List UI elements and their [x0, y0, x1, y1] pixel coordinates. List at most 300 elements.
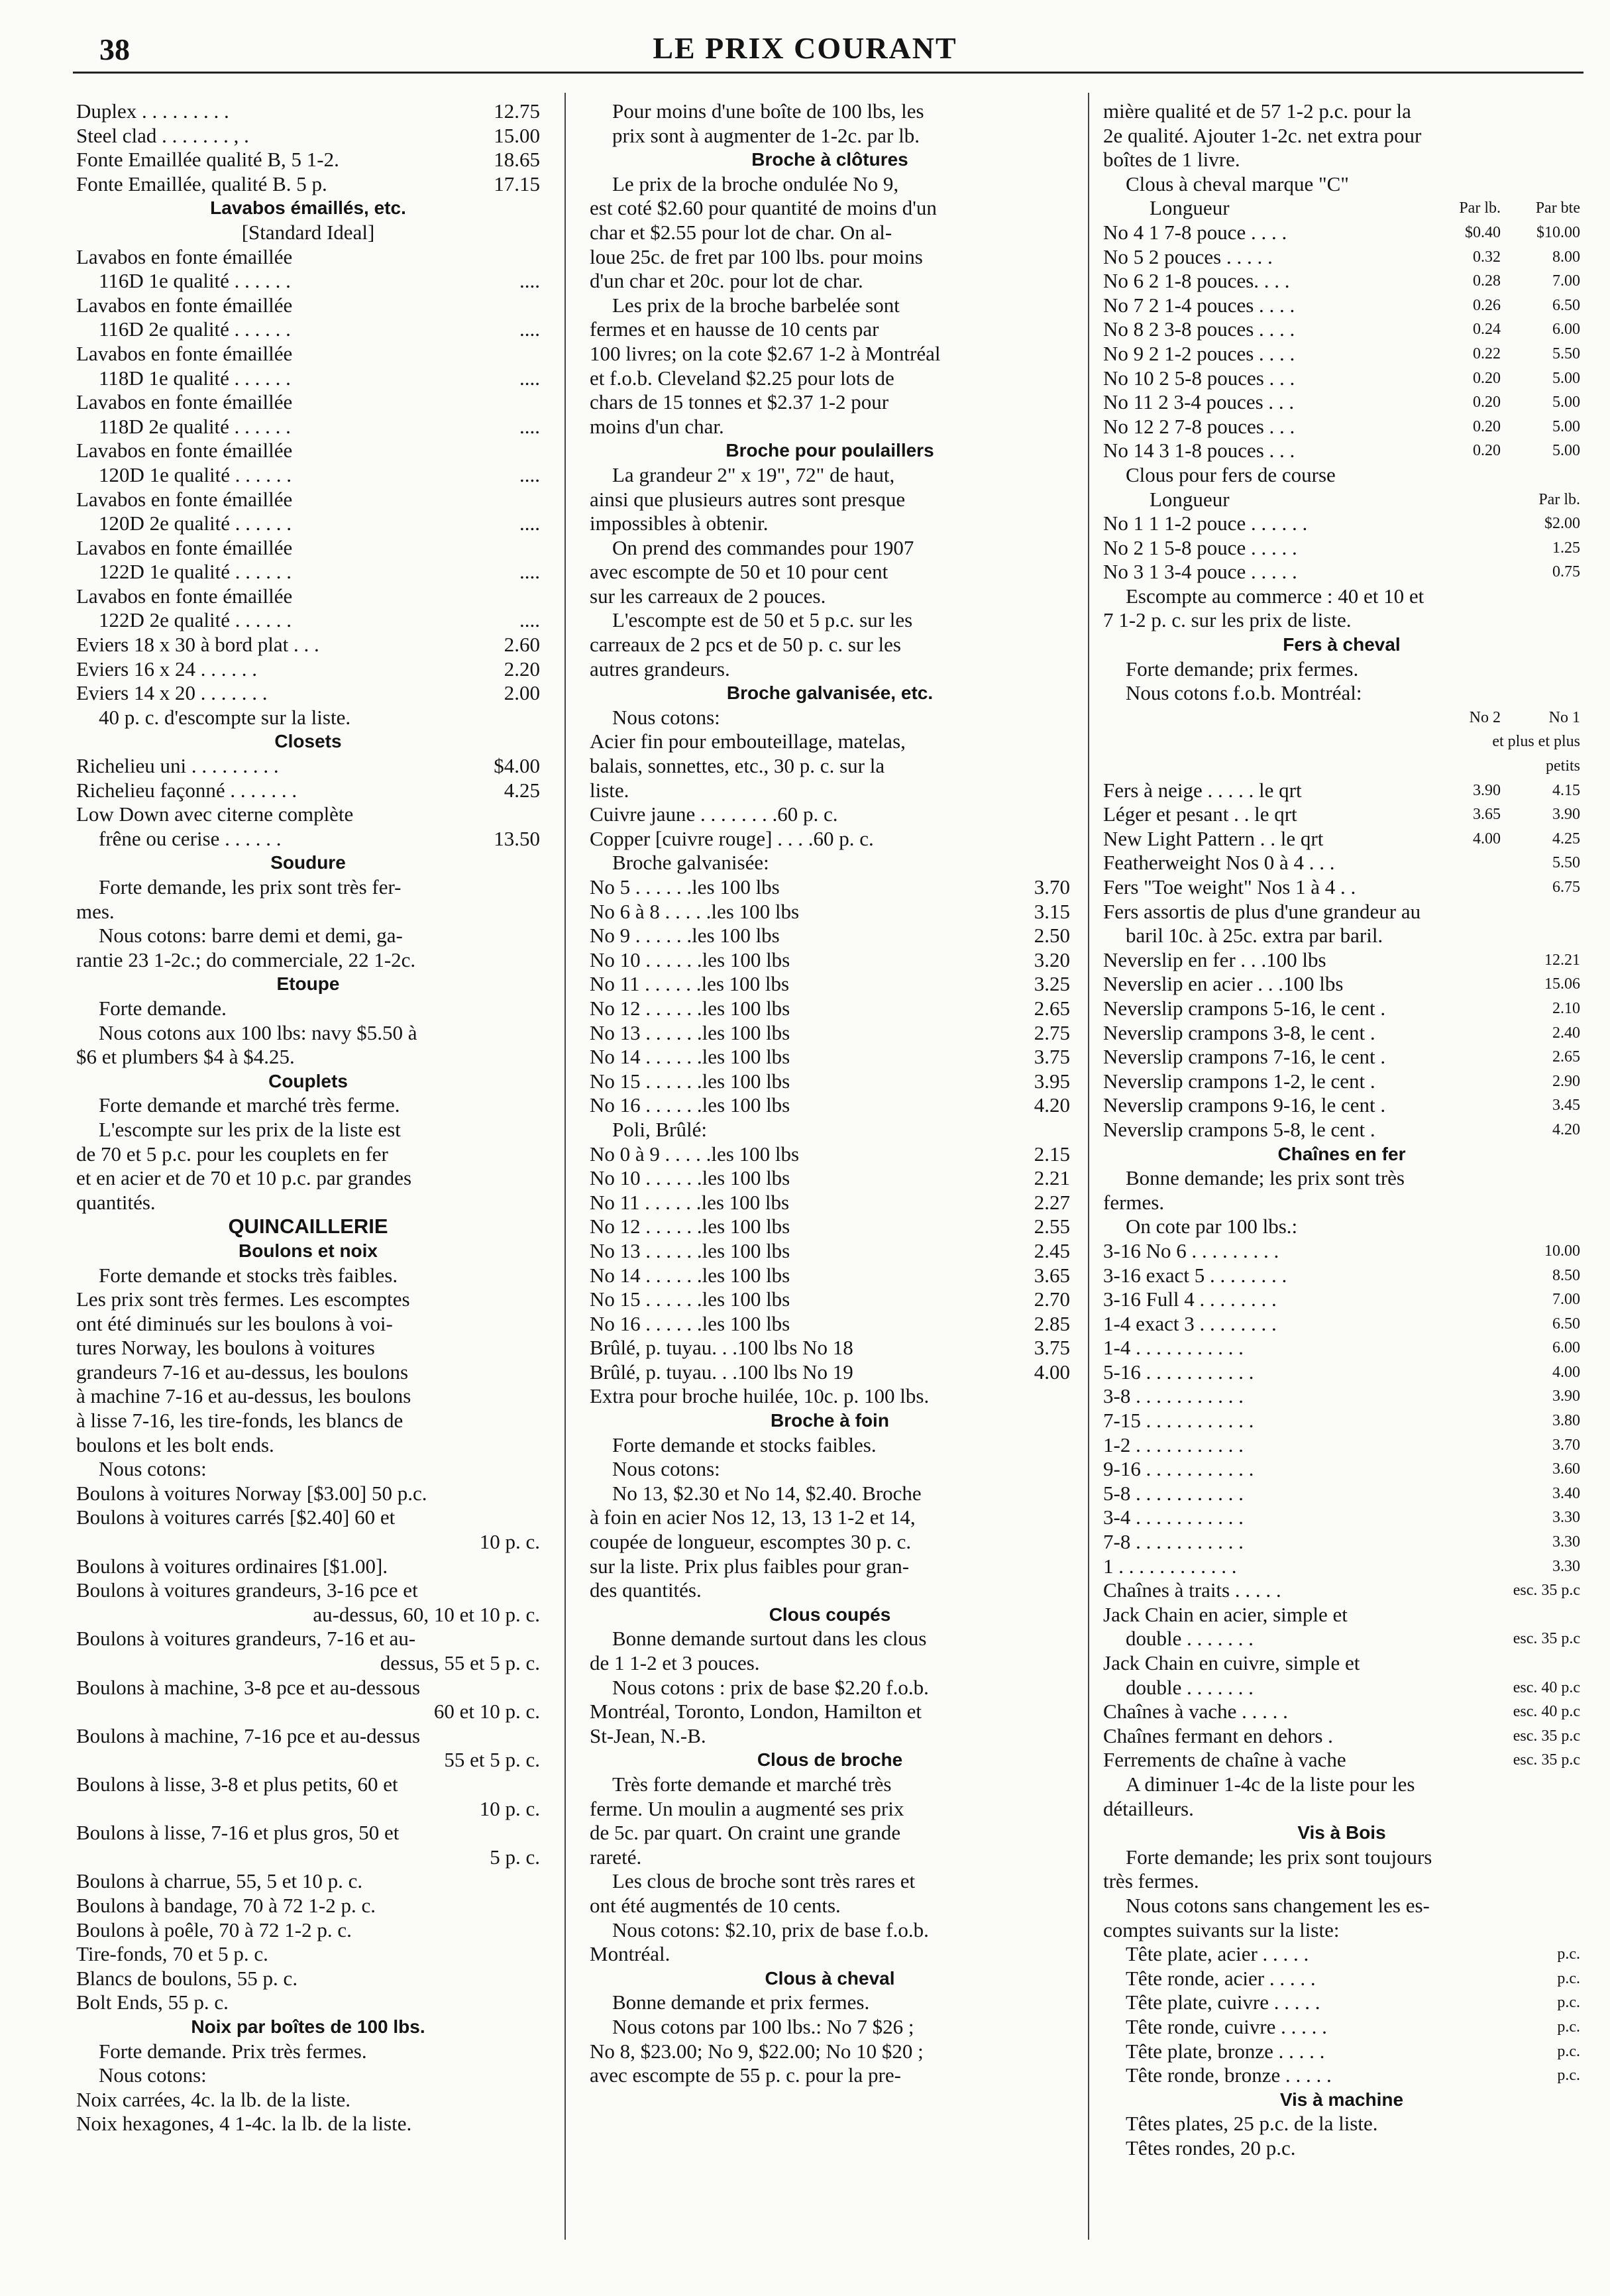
line-text: Forte demande. Prix très fermes.	[99, 2039, 367, 2063]
price-value: 2.21	[1034, 1166, 1070, 1190]
text-line-indented	[76, 317, 540, 342]
line-text: sur les carreaux de 2 pouces.	[590, 584, 826, 608]
text-line	[76, 1505, 540, 1530]
text-line	[590, 1942, 1070, 1967]
text-line-indented	[590, 851, 1070, 875]
price-value: 12.21	[1544, 951, 1580, 969]
text-line	[76, 1773, 540, 1797]
line-text: Boulons à lisse, 7-16 et plus gros, 50 et	[76, 1821, 400, 1845]
text-line-indented	[1103, 172, 1580, 197]
price-value: 6.00	[1552, 321, 1580, 339]
price-row	[590, 1142, 1070, 1167]
section-heading	[76, 1239, 540, 1264]
line-text: Poli, Brûlé:	[612, 1117, 707, 1141]
line-text: Tête plate, bronze . . . . .	[1126, 2039, 1325, 2063]
price-row	[76, 779, 540, 803]
text-line-indented	[1103, 463, 1580, 488]
price-value: 3.65	[1034, 1263, 1070, 1287]
text-line	[76, 1360, 540, 1385]
line-text: Lavabos en fonte émaillée	[76, 390, 293, 414]
price-value: 2.40	[1552, 1024, 1580, 1042]
line-text: Bonne demande surtout dans les clous	[612, 1627, 927, 1651]
price-value: 3.80	[1552, 1412, 1580, 1430]
price-row	[1103, 560, 1580, 584]
line-text: Chaînes fermant en dehors .	[1103, 1723, 1333, 1747]
line-text: No 8 2 3-8 pouces . . . .	[1103, 317, 1295, 341]
text-line-indented	[1103, 1845, 1580, 1870]
line-text: Chaînes à traits . . . . .	[1103, 1578, 1281, 1602]
line-text: à foin en acier Nos 12, 13, 13 1-2 et 14,	[590, 1505, 916, 1529]
line-text: Lavabos en fonte émaillée	[76, 341, 293, 365]
line-text: Têtes rondes, 20 p.c.	[1126, 2136, 1296, 2159]
price-value: 2.15	[1034, 1142, 1070, 1166]
text-line	[590, 1797, 1070, 1822]
price-row	[1103, 997, 1580, 1021]
line-text: No 1 1 1-2 pouce . . . . . .	[1103, 512, 1308, 535]
text-line	[590, 827, 1070, 851]
text-line	[76, 1821, 540, 1845]
text-line-indented	[590, 1627, 1070, 1651]
price-value: 3.45	[1552, 1097, 1580, 1115]
line-text: No 12 . . . . . .les 100 lbs	[590, 1215, 790, 1238]
text-line-indented	[1103, 657, 1580, 682]
line-text: quantités.	[76, 1190, 156, 1214]
line-text: liste.	[590, 778, 629, 802]
text-line-continued	[76, 1530, 540, 1555]
text-line-indented	[76, 2063, 540, 2088]
price-value: ....	[519, 414, 540, 438]
line-text: et en acier et de 70 et 10 p.c. par grandes	[76, 1166, 412, 1190]
section-heading	[76, 196, 540, 221]
price-row	[1103, 1384, 1580, 1409]
line-text: Jack Chain en cuivre, simple et	[1103, 1651, 1360, 1674]
price-row	[1103, 294, 1580, 318]
price-row	[76, 681, 540, 706]
price-value-secondary: 0.22	[1473, 345, 1501, 362]
line-text: à machine 7-16 et au-dessus, les boulons	[76, 1384, 411, 1408]
price-row	[1103, 1360, 1580, 1385]
price-value: Par bte	[1535, 199, 1580, 217]
text-line-indented	[76, 997, 540, 1021]
price-value: petits	[1546, 757, 1580, 775]
text-line	[76, 2088, 540, 2112]
price-row	[1103, 269, 1580, 294]
line-text: Broche à clôtures	[751, 149, 908, 170]
price-row	[590, 1021, 1070, 1046]
price-row	[1103, 342, 1580, 366]
text-line	[590, 415, 1070, 439]
line-text: de 5c. par quart. On craint une grande	[590, 1821, 901, 1845]
price-row	[1103, 1239, 1580, 1264]
price-value-secondary: 3.65	[1473, 806, 1501, 824]
line-text: Nous cotons: barre demi et demi, ga-	[99, 924, 403, 948]
text-line-indented	[76, 875, 540, 900]
line-text: Nous cotons:	[612, 705, 720, 729]
text-line-indented	[590, 1869, 1070, 1894]
line-text: No 10 . . . . . .les 100 lbs	[590, 1166, 790, 1190]
text-line	[590, 584, 1070, 609]
section-heading	[1103, 1142, 1580, 1167]
section-heading	[76, 730, 540, 754]
line-text: 2e qualité. Ajouter 1-2c. net extra pour	[1103, 123, 1422, 147]
line-text: Couplets	[268, 1070, 348, 1091]
text-line-continued	[76, 1748, 540, 1773]
price-value: No 1	[1548, 708, 1580, 726]
line-text: Nous cotons sans changement les es-	[1126, 1893, 1430, 1917]
line-text: baril 10c. à 25c. extra par baril.	[1126, 924, 1383, 948]
text-line	[1103, 1797, 1580, 1822]
text-line-indented	[1103, 1894, 1580, 1918]
text-line	[590, 1530, 1070, 1555]
line-text: rantie 23 1-2c.; do commerciale, 22 1-2c.	[76, 948, 416, 971]
line-text: 3-16 Full 4 . . . . . . . .	[1103, 1287, 1277, 1311]
text-line-indented	[1103, 1627, 1580, 1651]
line-text: Neverslip en fer . . .100 lbs	[1103, 948, 1326, 971]
line-text: 9-16 . . . . . . . . . . .	[1103, 1457, 1254, 1481]
line-text: Fers assortis de plus d'une grandeur au	[1103, 899, 1421, 923]
line-text: avec escompte de 55 p. c. pour la pre-	[590, 2063, 901, 2087]
line-text: 118D 2e qualité . . . . . .	[99, 414, 291, 438]
table-header	[1103, 488, 1580, 512]
line-text: No 10 . . . . . .les 100 lbs	[590, 948, 790, 971]
price-value: 2.85	[1034, 1311, 1070, 1335]
line-text: Soudure	[270, 852, 346, 873]
text-line	[1103, 124, 1580, 148]
text-line	[76, 1142, 540, 1167]
line-text: No 12 . . . . . .les 100 lbs	[590, 996, 790, 1020]
line-text: Boulons à machine, 7-16 pce et au-dessus	[76, 1723, 421, 1747]
line-text: Richelieu façonné . . . . . . .	[76, 778, 297, 802]
line-text: No 11 . . . . . .les 100 lbs	[590, 972, 790, 996]
line-text: Tête plate, acier . . . . .	[1126, 1942, 1309, 1966]
line-text: No 16 . . . . . .les 100 lbs	[590, 1093, 790, 1117]
line-text: Boulons à machine, 3-8 pce et au-dessous	[76, 1675, 421, 1699]
price-value: $2.00	[1544, 515, 1580, 533]
line-text: de 70 et 5 p.c. pour les couplets en fer	[76, 1142, 388, 1166]
line-text: Noix carrées, 4c. la lb. de la liste.	[76, 2087, 351, 2111]
price-value: 2.75	[1034, 1020, 1070, 1044]
text-line	[590, 802, 1070, 827]
price-value: 2.70	[1034, 1287, 1070, 1311]
text-line	[590, 1578, 1070, 1603]
price-row	[1103, 1045, 1580, 1069]
line-text: Fonte Emaillée, qualité B. 5 p.	[76, 172, 327, 195]
text-line	[1103, 1603, 1580, 1627]
price-value-secondary: No 2	[1469, 708, 1501, 726]
line-text: L'escompte sur les prix de la liste est	[99, 1117, 401, 1141]
line-text: balais, sonnettes, etc., 30 p. c. sur la	[590, 754, 885, 778]
text-line	[76, 900, 540, 924]
text-line-indented	[76, 706, 540, 730]
line-text: 5 p. c.	[490, 1845, 540, 1869]
text-line	[590, 366, 1070, 391]
text-line	[76, 1991, 540, 2015]
price-row	[590, 1239, 1070, 1264]
text-line-indented	[76, 1021, 540, 1046]
line-text: dessus, 55 et 5 p. c.	[380, 1651, 540, 1674]
line-text: Clous à cheval marque "C"	[1126, 172, 1349, 195]
text-line	[590, 560, 1070, 584]
price-row	[1103, 512, 1580, 536]
line-text: Broche galvanisée:	[612, 851, 769, 875]
line-text: 3-8 . . . . . . . . . . .	[1103, 1384, 1244, 1408]
line-text: Bonne demande et prix fermes.	[612, 1991, 870, 2014]
text-line-indented	[76, 924, 540, 948]
line-text: des quantités.	[590, 1578, 702, 1602]
line-text: 122D 2e qualité . . . . . .	[99, 608, 292, 632]
price-row	[1103, 1530, 1580, 1555]
line-text: tures Norway, les boulons à voitures	[76, 1336, 375, 1360]
price-row	[1103, 221, 1580, 245]
price-value: 3.15	[1034, 899, 1070, 923]
text-line-indented	[1103, 2040, 1580, 2064]
text-line-indented	[590, 124, 1070, 148]
price-value-secondary: 0.20	[1473, 417, 1501, 435]
line-text: Broche à foin	[771, 1410, 889, 1431]
price-row	[1103, 1748, 1580, 1773]
text-line	[76, 1967, 540, 1991]
price-value: esc. 35 p.c	[1513, 1582, 1580, 1600]
line-text: Nous cotons par 100 lbs.: No 7 $26 ;	[612, 2014, 914, 2038]
text-line	[590, 1700, 1070, 1724]
text-line	[76, 1433, 540, 1458]
line-text: No 13 . . . . . .les 100 lbs	[590, 1238, 790, 1262]
price-row	[1103, 1505, 1580, 1530]
line-text: Léger et pesant . . le qrt	[1103, 802, 1297, 826]
line-text: Fers "Toe weight" Nos 1 à 4 . .	[1103, 875, 1356, 899]
line-text: mière qualité et de 57 1-2 p.c. pour la	[1103, 99, 1411, 123]
price-row	[1103, 1287, 1580, 1312]
line-text: Clous coupés	[769, 1604, 891, 1625]
text-line	[1103, 99, 1580, 124]
price-value: 2.20	[504, 657, 540, 681]
line-text: Nous cotons: $2.10, prix de base f.o.b.	[612, 1918, 929, 1941]
line-text: ainsi que plusieurs autres sont presque	[590, 487, 906, 511]
line-text: Eviers 18 x 30 à bord plat . . .	[76, 633, 319, 657]
line-text: avec escompte de 50 et 10 pour cent	[590, 560, 888, 584]
line-text: Montréal, Toronto, London, Hamilton et	[590, 1700, 922, 1723]
line-text: très fermes.	[1103, 1869, 1199, 1893]
line-text: Les clous de broche sont très rares et	[612, 1869, 916, 1893]
line-text: 120D 2e qualité . . . . . .	[99, 512, 292, 535]
price-value-secondary: 0.32	[1473, 248, 1501, 266]
text-line-indented	[76, 827, 540, 851]
price-row	[1103, 851, 1580, 875]
line-text: No 8, $23.00; No 9, $22.00; No 10 $20 ;	[590, 2039, 924, 2063]
price-value: 6.50	[1552, 1315, 1580, 1333]
text-line-indented	[76, 415, 540, 439]
line-text: double . . . . . . .	[1126, 1675, 1254, 1699]
price-row	[1103, 1093, 1580, 1118]
text-line-indented	[590, 536, 1070, 561]
price-value: 6.75	[1552, 879, 1580, 896]
line-text: Tête ronde, cuivre . . . . .	[1126, 2014, 1327, 2038]
line-text: double . . . . . . .	[1126, 1627, 1254, 1651]
running-title: LE PRIX COURANT	[653, 31, 957, 65]
price-value: 5.00	[1552, 417, 1580, 435]
text-line	[590, 269, 1070, 294]
line-text: char et $2.55 pour lot de char. On al-	[590, 220, 892, 244]
text-line-indented	[590, 1991, 1070, 2015]
line-text: Lavabos en fonte émaillée	[76, 439, 293, 463]
price-row	[1103, 1312, 1580, 1337]
text-line-indented	[76, 366, 540, 391]
line-text: Broche pour poulaillers	[725, 440, 934, 461]
price-row	[1103, 317, 1580, 342]
text-line	[1103, 1191, 1580, 1215]
line-text: Neverslip crampons 1-2, le cent .	[1103, 1069, 1375, 1093]
text-line	[76, 1482, 540, 1506]
line-text: Duplex . . . . . . . . .	[76, 99, 229, 123]
line-text: Tête ronde, bronze . . . . .	[1126, 2063, 1332, 2087]
text-line-indented	[1103, 1967, 1580, 1991]
line-text: Très forte demande et marché très	[612, 1772, 892, 1796]
price-value-secondary: 3.90	[1473, 781, 1501, 799]
section-heading	[590, 1603, 1070, 1627]
line-text: Neverslip crampons 5-16, le cent .	[1103, 996, 1386, 1020]
text-line	[76, 1045, 540, 1069]
price-row	[590, 875, 1070, 900]
section-heading	[76, 2015, 540, 2040]
text-line	[590, 779, 1070, 803]
line-text: No 12 2 7-8 pouces . . .	[1103, 414, 1295, 438]
section-heading	[1103, 2088, 1580, 2112]
line-text: Nous cotons:	[99, 1457, 207, 1481]
text-line	[76, 1384, 540, 1409]
line-text: Neverslip crampons 9-16, le cent .	[1103, 1093, 1386, 1117]
line-text: Escompte au commerce : 40 et 10 et	[1126, 584, 1424, 608]
line-text: Lavabos en fonte émaillée	[76, 245, 293, 268]
line-text: 5-8 . . . . . . . . . . .	[1103, 1481, 1244, 1505]
price-value: 8.50	[1552, 1266, 1580, 1284]
text-line	[590, 754, 1070, 779]
line-text: 116D 1e qualité . . . . . .	[99, 269, 291, 293]
price-value: ....	[519, 608, 540, 632]
text-line-indented	[1103, 681, 1580, 706]
line-text: L'escompte est de 50 et 5 p.c. sur les	[612, 608, 913, 632]
line-text: 1-4 . . . . . . . . . . .	[1103, 1336, 1244, 1360]
text-line-continued	[76, 1603, 540, 1627]
price-value: $4.00	[494, 754, 540, 778]
section-heading	[76, 851, 540, 875]
price-value: 4.25	[1552, 830, 1580, 847]
price-value: ....	[519, 560, 540, 584]
price-row	[590, 1215, 1070, 1239]
table-header	[1103, 196, 1580, 221]
line-text: comptes suivants sur la liste:	[1103, 1918, 1340, 1941]
line-text: Forte demande; les prix sont toujours	[1126, 1845, 1432, 1869]
text-line-indented	[1103, 924, 1580, 948]
price-value-secondary: 0.20	[1473, 369, 1501, 387]
line-text: Boulons à charrue, 55, 5 et 10 p. c.	[76, 1869, 363, 1893]
price-value-secondary: 0.24	[1473, 321, 1501, 339]
line-text: Boulons à voitures grandeurs, 7-16 et au-	[76, 1627, 416, 1651]
text-line	[76, 1578, 540, 1603]
line-text: Etoupe	[276, 973, 340, 995]
line-text: Fers à neige . . . . . le qrt	[1103, 778, 1302, 802]
text-line	[590, 196, 1070, 221]
price-value: 2.60	[504, 633, 540, 657]
line-text: No 14 . . . . . .les 100 lbs	[590, 1045, 790, 1069]
price-value: 7.00	[1552, 272, 1580, 290]
text-line	[590, 1384, 1070, 1409]
line-text: 60 et 10 p. c.	[433, 1700, 540, 1723]
text-line-continued	[76, 1651, 540, 1676]
line-text: Forte demande et stocks très faibles.	[99, 1263, 398, 1287]
line-text: 3-4 . . . . . . . . . . .	[1103, 1505, 1244, 1529]
line-text: fermes et en hausse de 10 cents par	[590, 317, 879, 341]
price-row	[1103, 1578, 1580, 1603]
text-line	[1103, 1918, 1580, 1943]
price-value: 18.65	[494, 148, 540, 172]
text-line	[76, 1555, 540, 1579]
text-line	[1103, 148, 1580, 172]
line-text: Forte demande et stocks faibles.	[612, 1433, 877, 1456]
text-line	[76, 439, 540, 463]
text-line-indented	[1103, 1773, 1580, 1797]
line-text: d'un char et 20c. pour lot de char.	[590, 269, 863, 293]
line-text: Extra pour broche huilée, 10c. p. 100 lbs.	[590, 1384, 930, 1408]
price-value: ....	[519, 317, 540, 341]
text-line-indented	[76, 269, 540, 294]
text-line	[590, 512, 1070, 536]
section-heading	[590, 681, 1070, 706]
price-row	[1103, 1433, 1580, 1458]
price-value: 3.40	[1552, 1484, 1580, 1502]
text-line	[76, 1942, 540, 1967]
line-text: No 13, $2.30 et No 14, $2.40. Broche	[612, 1481, 922, 1505]
text-line-indented	[76, 2040, 540, 2064]
line-text: Boulons et noix	[239, 1240, 378, 1261]
line-text: rareté.	[590, 1845, 642, 1869]
price-value-secondary: Par lb.	[1459, 199, 1501, 217]
text-line	[76, 1627, 540, 1651]
line-text: A diminuer 1-4c de la liste pour les	[1126, 1772, 1415, 1796]
price-row	[590, 972, 1070, 997]
line-text: Eviers 16 x 24 . . . . . .	[76, 657, 257, 681]
price-row	[76, 99, 540, 124]
price-value: 5.00	[1552, 369, 1580, 387]
line-text: Noix hexagones, 4 1-4c. la lb. de la liste.	[76, 2112, 412, 2136]
text-line-indented	[590, 1433, 1070, 1458]
line-text: Les prix de la broche barbelée sont	[612, 293, 900, 317]
price-value: ....	[519, 366, 540, 390]
text-line	[76, 1287, 540, 1312]
price-value: 5.50	[1552, 854, 1580, 872]
price-row	[590, 1264, 1070, 1288]
text-line	[76, 1894, 540, 1918]
line-text: Brûlé, p. tuyau. . .100 lbs No 19	[590, 1360, 853, 1384]
price-value: 17.15	[494, 172, 540, 195]
column-rule	[564, 93, 566, 2240]
text-line-indented	[76, 560, 540, 584]
line-text: 122D 1e qualité . . . . . .	[99, 560, 292, 584]
price-row	[590, 1069, 1070, 1094]
price-value: p.c.	[1557, 1994, 1580, 2012]
text-line-indented	[590, 1918, 1070, 1943]
text-line	[590, 342, 1070, 366]
line-text: $6 et plumbers $4 à $4.25.	[76, 1045, 295, 1069]
price-row	[1103, 390, 1580, 415]
price-row	[76, 754, 540, 779]
line-text: carreaux de 2 pcs et de 50 p. c. sur les	[590, 633, 901, 657]
text-line-continued	[76, 1700, 540, 1724]
text-line	[590, 1724, 1070, 1749]
line-text: No 4 1 7-8 pouce . . . .	[1103, 220, 1287, 244]
text-line	[590, 1555, 1070, 1579]
price-row	[1103, 1069, 1580, 1094]
section-heading	[76, 972, 540, 997]
